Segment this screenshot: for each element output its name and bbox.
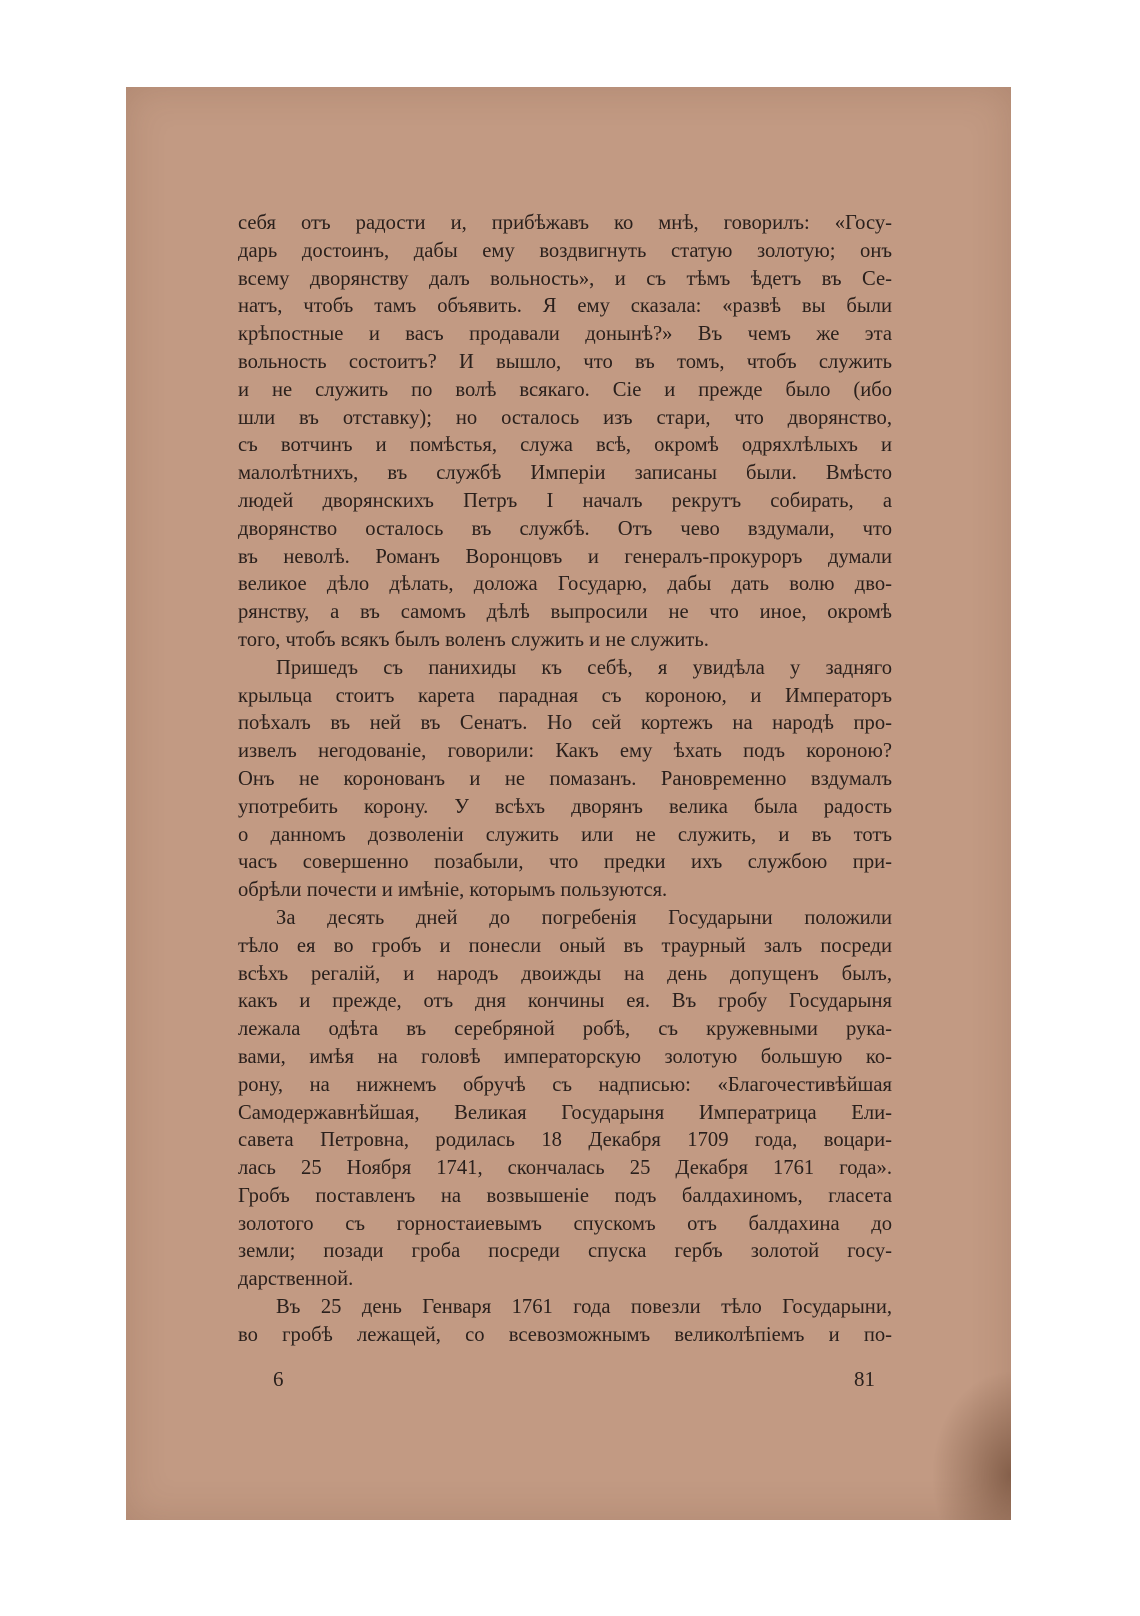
text-line: рону, на нижнемъ обручѣ съ надписью: «Благочестивѣйшая <box>238 1073 892 1096</box>
text-line: того, чтобъ всякъ былъ воленъ служить и не служить. <box>238 628 709 651</box>
text-line: себя отъ радости и, прибѣжавъ ко мнѣ, говорилъ: «Госу- <box>238 212 892 234</box>
text-line: и не служить по волѣ всякаго. Сіе и прежде было (ибо <box>238 378 892 401</box>
text-line: употребить корону. У всѣхъ дворянъ велика была радость <box>238 795 892 818</box>
text-line: лежала одѣта въ серебряной робѣ, съ кружевными рука- <box>238 1018 892 1041</box>
text-line: земли; позади гроба посреди спуска гербъ золотой госу- <box>238 1240 892 1263</box>
text-line: вами, имѣя на головѣ императорскую золотую большую ко- <box>238 1045 892 1068</box>
signature-mark: 6 <box>273 1367 284 1391</box>
text-line: въ неволѣ. Романъ Воронцовъ и генералъ-прокуроръ думали <box>238 545 892 568</box>
text-line: дворянство осталось въ службѣ. Отъ чево вздумали, что <box>238 517 892 540</box>
text-line: крѣпостные и васъ продавали донынѣ?» Въ чемъ же эта <box>238 323 892 346</box>
text-line: лась 25 Ноября 1741, скончалась 25 Декабря 1761 года». <box>238 1157 892 1180</box>
text-line: дарственной. <box>238 1268 354 1291</box>
text-line: Самодержавнѣйшая, Великая Государыня Императрица Ели- <box>238 1101 892 1124</box>
text-line: рянству, а въ самомъ дѣлѣ выпросили не что иное, окромѣ <box>238 601 892 624</box>
text-line: великое дѣло дѣлать, доложа Государю, дабы дать волю дво- <box>238 573 892 596</box>
text-line: Гробъ поставленъ на возвышеніе подъ балдахиномъ, гласета <box>238 1184 892 1207</box>
body-text <box>238 210 892 1350</box>
text-line: часъ совершенно позабыли, что предки ихъ службою при- <box>238 851 892 874</box>
text-line: Въ 25 день Генваря 1761 года повезли тѣло Государыни, <box>276 1296 892 1319</box>
text-line: извелъ негодованіе, говорили: Какъ ему ѣхать подъ короною? <box>238 740 892 763</box>
text-line: поѣхалъ въ ней въ Сенатъ. Но сей кортежъ на народѣ про- <box>238 712 892 735</box>
text-line: о данномъ дозволеніи служить или не служить, и въ тотъ <box>238 823 892 846</box>
text-line: савета Петровна, родилась 18 Декабря 1709 года, воцари- <box>238 1129 892 1152</box>
text-line: дарь достоинъ, дабы ему воздвигнуть статую золотую; онъ <box>238 239 892 262</box>
text-line: золотого съ горностаиевымъ спускомъ отъ балдахина до <box>238 1212 892 1235</box>
text-line: всему дворянству далъ вольность», и съ тѣмъ ѣдетъ въ Се- <box>238 267 892 290</box>
text-line: малолѣтнихъ, въ службѣ Имперіи записаны были. Вмѣсто <box>238 462 892 485</box>
text-line: людей дворянскихъ Петръ I началъ рекрутъ собирать, а <box>238 489 892 512</box>
text-line: какъ и прежде, отъ дня кончины ея. Въ гробу Государыня <box>238 990 892 1013</box>
text-line: крыльца стоитъ карета парадная съ короною, и Императоръ <box>238 684 892 707</box>
text-line: съ вотчинъ и помѣстья, служа всѣ, окромѣ одряхлѣлыхъ и <box>238 434 892 457</box>
page-number: 81 <box>854 1367 875 1391</box>
page-footer <box>126 1367 1011 1397</box>
text-line: За десять дней до погребенія Государыни положили <box>276 906 892 929</box>
text-line: Пришедъ съ панихиды къ себѣ, я увидѣла у задняго <box>276 656 892 679</box>
text-line: во гробѣ лежащей, со всевозможнымъ великолѣпіемъ и по- <box>238 1323 892 1346</box>
text-line: тѣло ея во гробъ и понесли оный въ траурный залъ посреди <box>238 934 892 957</box>
text-line: всѣхъ регалій, и народъ двоижды на день допущенъ былъ, <box>238 962 892 985</box>
book-page <box>126 87 1011 1520</box>
text-line: натъ, чтобъ тамъ объявить. Я ему сказала: «развѣ вы были <box>238 295 892 318</box>
text-line: вольность состоитъ? И вышло, что въ томъ, чтобъ служить <box>238 350 892 373</box>
text-line: Онъ не коронованъ и не помазанъ. Рановременно вздумалъ <box>238 767 892 790</box>
text-line: шли въ отставку); но осталось изъ стари, что дворянство, <box>238 406 892 429</box>
text-line: обрѣли почести и имѣніе, которымъ пользуются. <box>238 879 668 902</box>
